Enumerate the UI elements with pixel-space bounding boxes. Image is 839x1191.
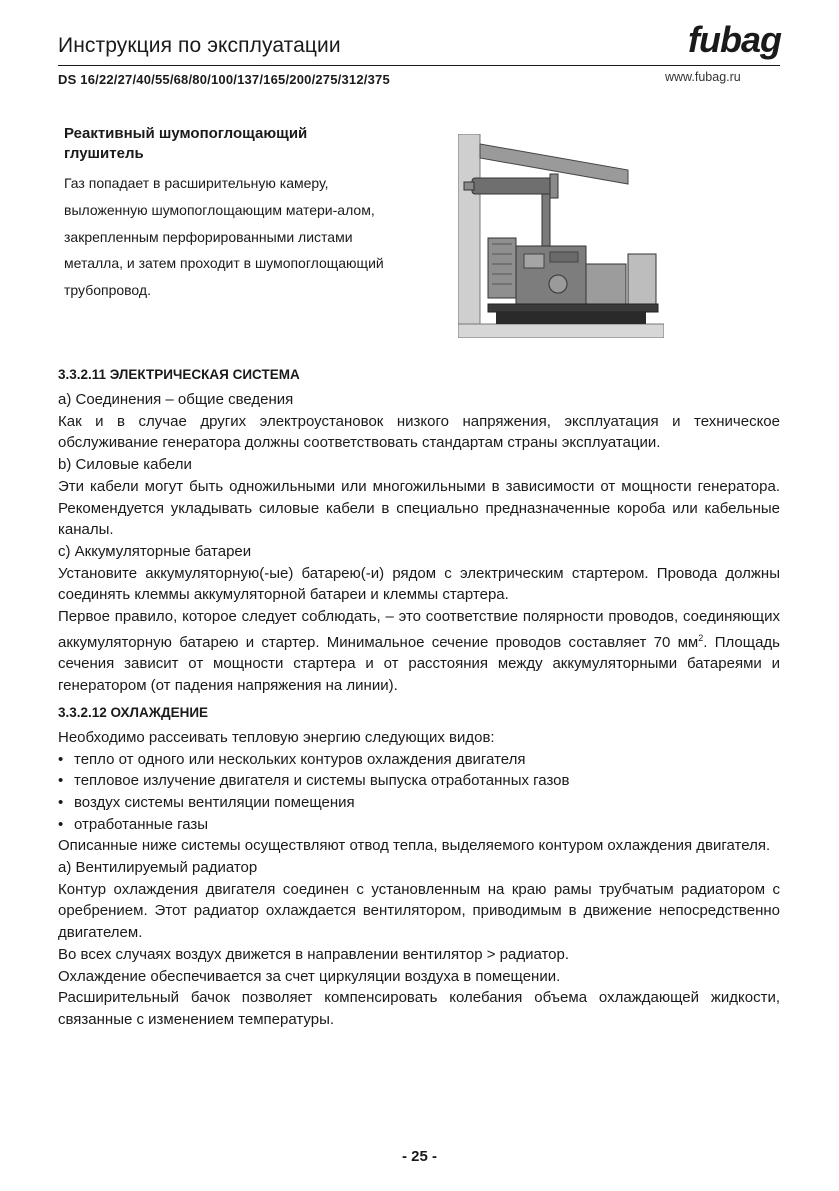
paragraph-air-direction: Во всех случаях воздух движется в направлении вентилятор > радиатор. (58, 945, 570, 963)
control-panel (628, 254, 656, 304)
batteries-text-b: . Площадь сечения зависит от мощности стартера и от расстояния между аккумуляторными батареями и генератором (от падения напряжения на линии). (58, 633, 780, 695)
alternator (586, 264, 626, 304)
paragraph-batteries-2 (58, 606, 780, 697)
fubag-logo: fubag (688, 19, 781, 60)
document-title: Инструкция по эксплуатации (58, 34, 341, 57)
paragraph-radiator: Контур охлаждения двигателя соединен с установленным на краю рамы трубчатым радиатором с оребрением. Этот радиатор охлаждается вентилятором, приводимым в движение непосредственно двигателем. (58, 880, 780, 942)
bullet: • (58, 772, 64, 790)
page-number: - 25 - (401, 1148, 437, 1165)
superscript: 2 (698, 632, 704, 643)
radiator (488, 238, 516, 298)
section-heading-cooling: 3.3.2.12 ОХЛАЖДЕНИЕ (58, 704, 209, 720)
paragraph-systems: Описанные ниже системы осуществляют отвод тепла, выделяемого контуром охлаждения двигателя. (58, 837, 771, 855)
bullet: • (58, 750, 64, 768)
heat-sources-list (58, 749, 780, 836)
list-item: • тепловое излучение двигателя и системы выпуска отработанных газов (58, 770, 780, 792)
bullet: • (58, 815, 64, 833)
subheading-batteries: c) Аккумуляторные батареи (58, 542, 252, 560)
paragraph-cooling-intro: Необходимо рассеивать тепловую энергию следующих видов: (58, 728, 495, 746)
base-frame (488, 304, 658, 312)
subheading-radiator: a) Вентилируемый радиатор (58, 859, 258, 877)
section-heading-electrical: 3.3.2.11 ЭЛЕКТРИЧЕСКАЯ СИСТЕМА (58, 367, 300, 382)
body-text (58, 365, 780, 1031)
batteries-text-a: Первое правило, которое следует соблюдать, – это соответствие полярности проводов, соединяющих аккумуляторную батарею и стартер. Минимальное сечение проводов составляет 70 мм (58, 608, 780, 651)
list-item: • воздух системы вентиляции помещения (58, 792, 780, 814)
paragraph-power-cables: Эти кабели могут быть одножильными или многожильными в зависимости от мощности генератора. Рекомендуется укладывать силовые кабели в специально предназначенные короба или кабельные каналы. (58, 477, 780, 539)
paragraph-air-circulation: Охлаждение обеспечивается за счет циркуляции воздуха в помещении. (58, 967, 561, 985)
website-link[interactable]: www.fubag.ru (665, 70, 741, 84)
bullet: • (58, 793, 64, 811)
wall (458, 134, 480, 330)
subheading-power-cables: b) Силовые кабели (58, 456, 192, 474)
vertical-pipe (542, 194, 550, 250)
paragraph-expansion-tank: Расширительный бачок позволяет компенсировать колебания объема охлаждающей жидкости, связанные с изменением температуры. (58, 989, 780, 1028)
subheading-connections: a) Соединения – общие сведения (58, 391, 294, 408)
muffler-description: Газ попадает в расширительную камеру, выложенную шумопоглощающим матери-алом, закрепленным перфорированными листами металла, и затем проходит в шумопоглощающий трубопровод. (64, 175, 384, 299)
floor (458, 324, 664, 338)
list-item: • тепло от одного или нескольких контуров охлаждения двигателя (58, 749, 780, 771)
muffler (472, 178, 556, 194)
generator-installation-illustration (458, 134, 664, 338)
paragraph-connections: Как и в случае других электроустановок низкого напряжения, эксплуатация и техническое обслуживание генератора должны соответствовать стандартам страны эксплуатации. (58, 412, 780, 452)
list-item: • отработанные газы (58, 814, 780, 836)
muffler-heading: Реактивный шумопоглощающий глушитель (64, 125, 308, 162)
model-list: DS 16/22/27/40/55/68/80/100/137/165/200/275/312/375 (58, 72, 390, 87)
header-divider (58, 65, 780, 66)
paragraph-batteries-1: Установите аккумуляторную(-ые) батарею(-и) рядом с электрическим стартером. Провода должны соединять клеммы аккумуляторной батареи и клеммы стартера. (58, 564, 780, 604)
